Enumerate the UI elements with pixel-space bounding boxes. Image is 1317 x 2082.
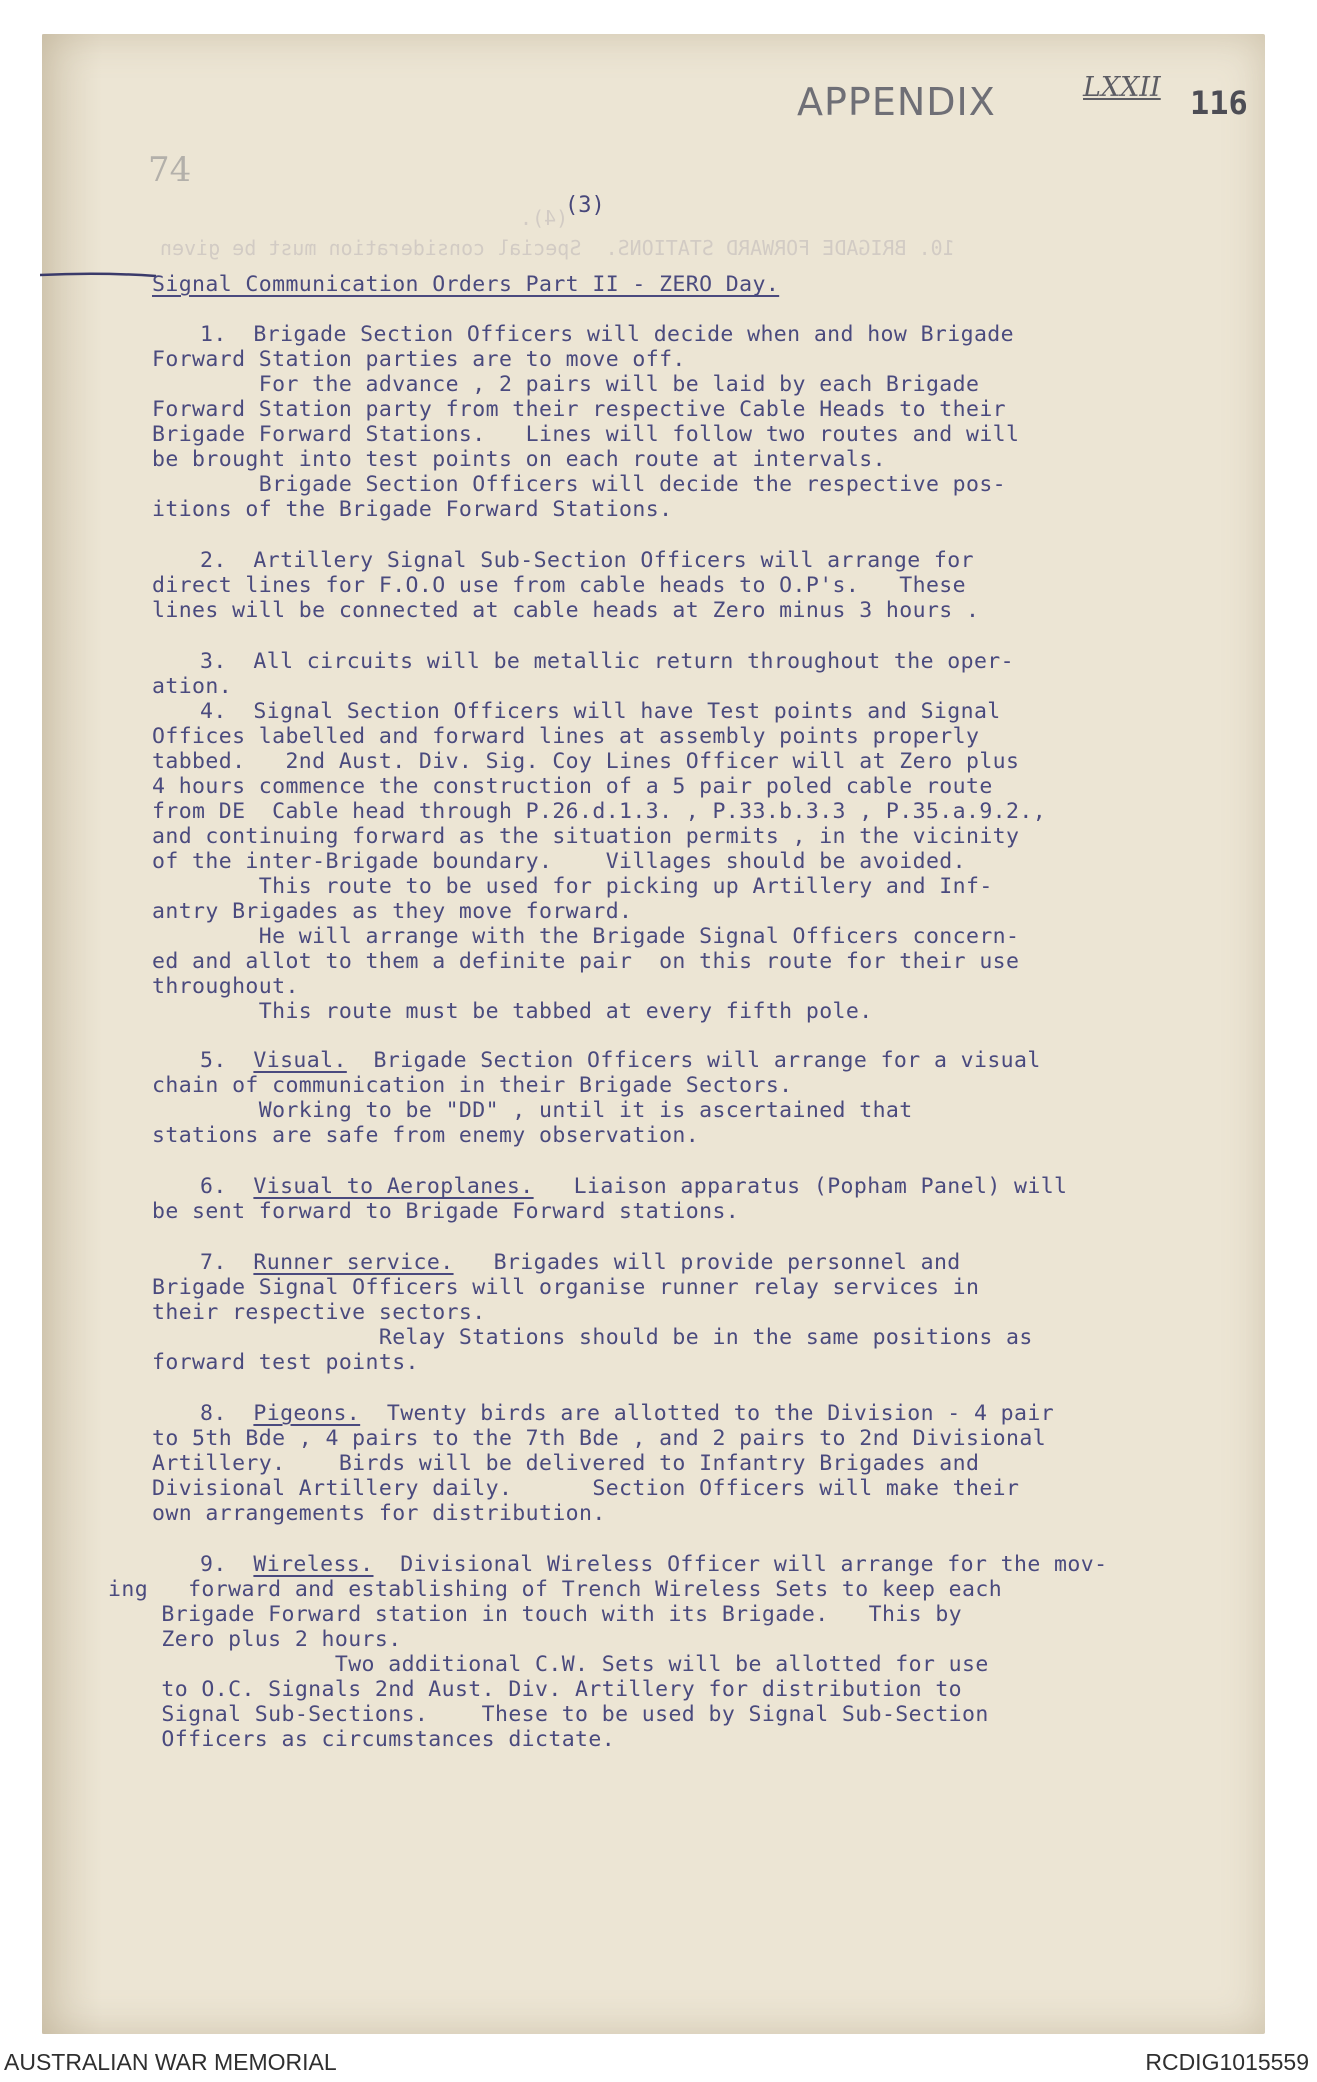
text-line: Forward Station parties are to move off. [152, 347, 686, 372]
text-line: lines will be connected at cable heads at Zero minus 3 hours . [152, 598, 980, 623]
text-line: For the advance , 2 pairs will be laid by each Brigade [152, 372, 980, 397]
text-line: Zero plus 2 hours. [108, 1627, 402, 1652]
text-line: and continuing forward as the situation permits , in the vicinity [152, 824, 1020, 849]
paragraph-number: 8. [200, 1401, 254, 1426]
paragraph-number: 5. [200, 1048, 254, 1073]
text-line [200, 1250, 961, 1275]
text-line: Offices labelled and forward lines at assembly points properly [152, 724, 980, 749]
text-line: 4. Signal Section Officers will have Test points and Signal [200, 699, 1001, 724]
page-number: (3) [565, 193, 605, 218]
text-line: Signal Sub-Sections. These to be used by Signal Sub-Section [108, 1702, 989, 1727]
text-line: Brigade Signal Officers will organise runner relay services in [152, 1275, 980, 1300]
margin-mark: 74 [148, 150, 192, 190]
section-heading: Pigeons. [253, 1401, 361, 1426]
section-heading: Wireless. [253, 1552, 374, 1577]
text-line: itions of the Brigade Forward Stations. [152, 497, 673, 522]
text-line: tabbed. 2nd Aust. Div. Sig. Coy Lines Officer will at Zero plus [152, 749, 1020, 774]
pen-stroke-mark [40, 272, 156, 278]
text-line [200, 1174, 1067, 1199]
text-line: ation. [152, 674, 233, 699]
text-line [200, 1552, 1107, 1577]
text-line: Brigade Section Officers will decide the respective pos- [152, 472, 1007, 497]
text-run: Divisional Wireless Officer will arrange for the mov- [373, 1552, 1108, 1577]
text-line: Officers as circumstances dictate. [108, 1727, 616, 1752]
text-line: from DE Cable head through P.26.d.1.3. , P.33.b.3.3 , P.35.a.9.2., [152, 799, 1047, 824]
text-line: 2. Artillery Signal Sub-Section Officers will arrange for [200, 548, 974, 573]
text-line: 3. All circuits will be metallic return throughout the oper- [200, 649, 1014, 674]
text-line: to O.C. Signals 2nd Aust. Div. Artillery for distribution to [108, 1677, 963, 1702]
bleed-through-line: 10. BRIGADE FORWARD STATIONS. Special consideration must be given [160, 236, 955, 260]
paragraph-number: 7. [200, 1250, 254, 1275]
appendix-number: LXXII [1083, 72, 1161, 103]
text-line: He will arrange with the Brigade Signal Officers concern- [152, 924, 1020, 949]
text-line: 1. Brigade Section Officers will decide when and how Brigade [200, 322, 1014, 347]
text-line: to 5th Bde , 4 pairs to the 7th Bde , and 2 pairs to 2nd Divisional [152, 1426, 1047, 1451]
text-line: Relay Stations should be in the same positions as [152, 1325, 1033, 1350]
text-line: Brigade Forward Stations. Lines will follow two routes and will [152, 422, 1020, 447]
text-line: Forward Station party from their respective Cable Heads to their [152, 397, 1007, 422]
folio-number: 116 [1190, 84, 1248, 122]
text-line [200, 1401, 1054, 1426]
record-id: RCDIG1015559 [1145, 2049, 1309, 2075]
bleed-through-line: (4). [520, 206, 569, 230]
text-line: throughout. [152, 974, 299, 999]
section-heading: Visual to Aeroplanes. [253, 1174, 534, 1199]
text-run: Brigade Section Officers will arrange for a visual [346, 1048, 1041, 1073]
text-line: ing forward and establishing of Trench Wireless Sets to keep each [108, 1577, 1003, 1602]
paragraph-number: 9. [200, 1552, 254, 1577]
text-run: Brigades will provide personnel and [453, 1250, 961, 1275]
text-line: their respective sectors. [152, 1300, 486, 1325]
text-line: own arrangements for distribution. [152, 1501, 606, 1526]
text-line: direct lines for F.O.O use from cable heads to O.P's. These [152, 573, 966, 598]
text-run: Twenty birds are allotted to the Division - 4 pair [360, 1401, 1055, 1426]
text-line: Working to be "DD" , until it is ascertained that [152, 1098, 913, 1123]
text-line: of the inter-Brigade boundary. Villages should be avoided. [152, 849, 966, 874]
text-line: forward test points. [152, 1350, 419, 1375]
text-line: be brought into test points on each route at intervals. [152, 447, 886, 472]
text-line: antry Brigades as they move forward. [152, 899, 633, 924]
appendix-stamp: APPENDIX [797, 80, 996, 124]
text-line: 4 hours commence the construction of a 5 pair poled cable route [152, 774, 993, 799]
text-line: Brigade Forward station in touch with its Brigade. This by [108, 1602, 963, 1627]
text-line: This route to be used for picking up Artillery and Inf- [152, 874, 993, 899]
text-line: chain of communication in their Brigade Sectors. [152, 1073, 793, 1098]
text-line: ed and allot to them a definite pair on this route for their use [152, 949, 1020, 974]
section-heading: Visual. [253, 1048, 347, 1073]
text-line: Two additional C.W. Sets will be allotted for use [108, 1652, 989, 1677]
text-line: Artillery. Birds will be delivered to Infantry Brigades and [152, 1451, 980, 1476]
paragraph-number: 6. [200, 1174, 254, 1199]
text-line [200, 1048, 1041, 1073]
text-line: Divisional Artillery daily. Section Officers will make their [152, 1476, 1020, 1501]
text-line: This route must be tabbed at every fifth pole. [152, 999, 873, 1024]
section-heading: Runner service. [253, 1250, 454, 1275]
archive-credit: AUSTRALIAN WAR MEMORIAL [4, 2049, 337, 2075]
text-run: Liaison apparatus (Popham Panel) will [533, 1174, 1068, 1199]
text-line: stations are safe from enemy observation. [152, 1123, 700, 1148]
document-title: Signal Communication Orders Part II - ZERO Day. [152, 272, 780, 297]
text-line: be sent forward to Brigade Forward stations. [152, 1199, 740, 1224]
